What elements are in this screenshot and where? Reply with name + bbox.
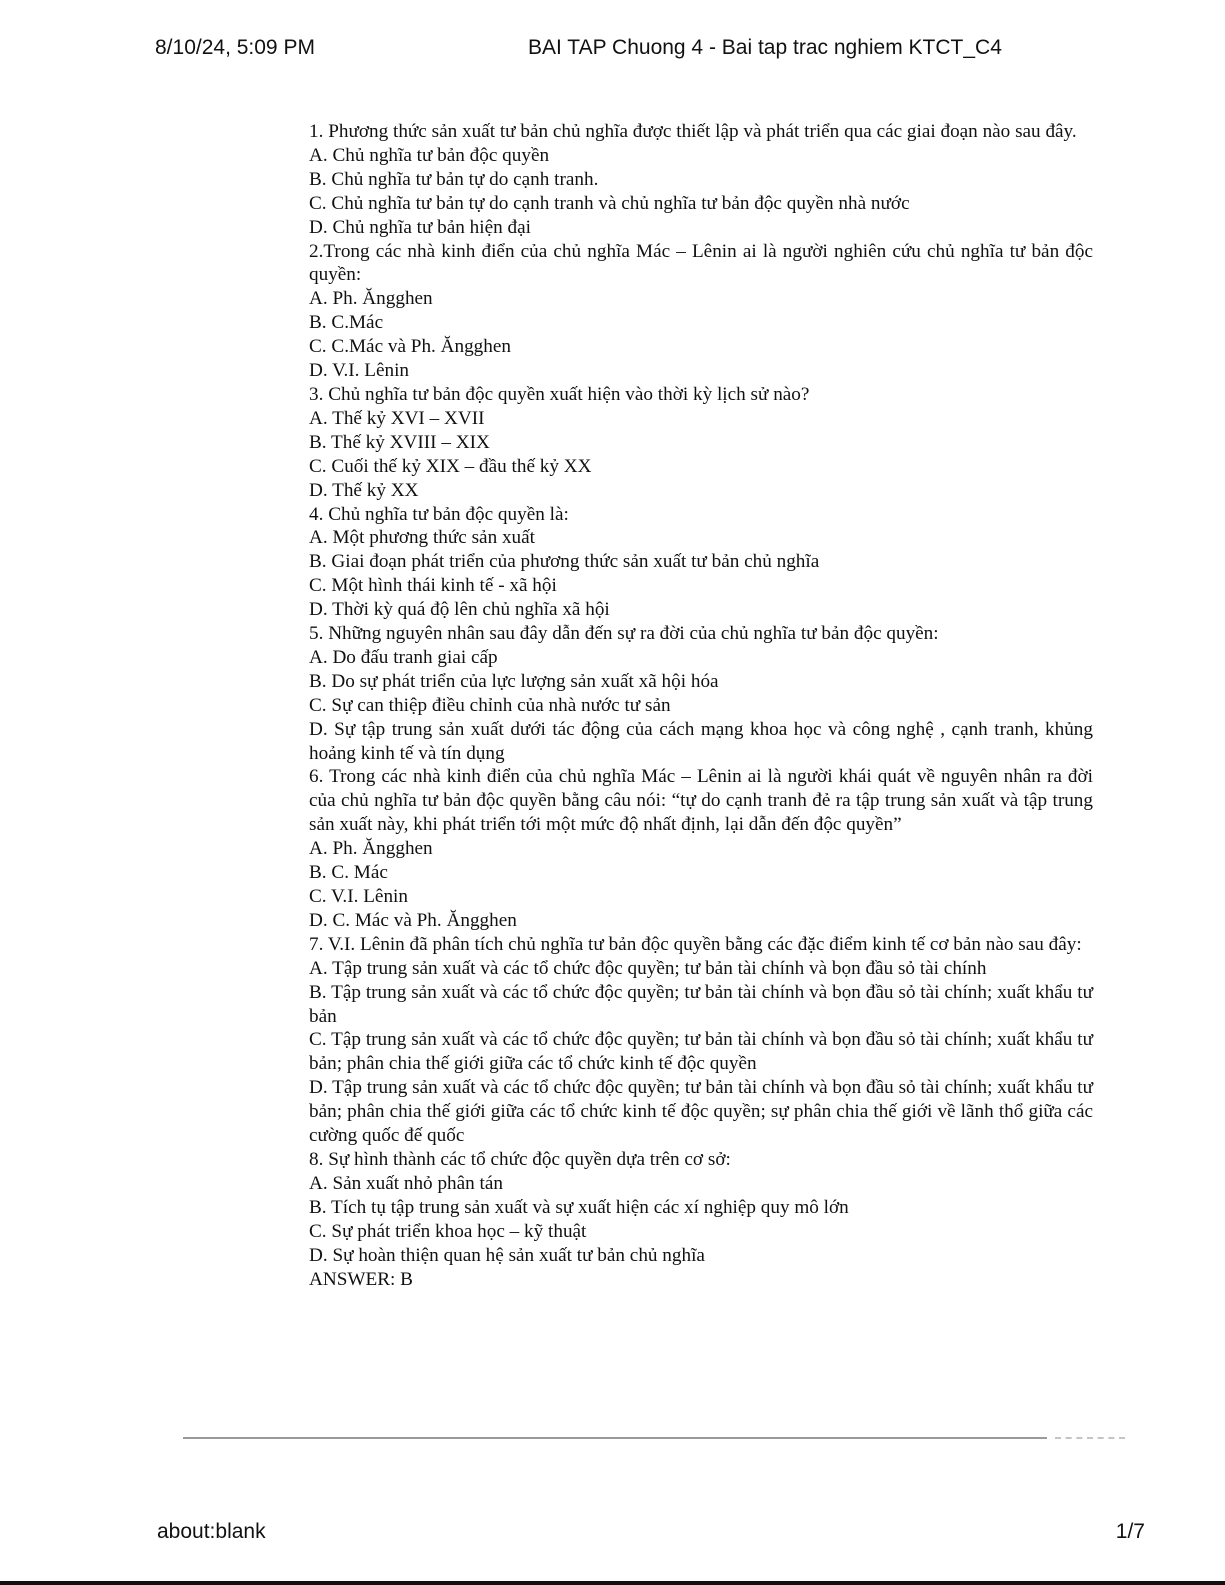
- quiz-content: [309, 120, 1093, 1291]
- print-datetime: 8/10/24, 5:09 PM: [155, 36, 315, 59]
- text-line: C. Sự phát triển khoa học – kỹ thuật: [309, 1220, 587, 1242]
- text-line: D. Thời kỳ quá độ lên chủ nghĩa xã hội: [309, 599, 610, 621]
- text-line: B. Tập trung sản xuất và các tổ chức độc quyền; tư bản tài chính và bọn đầu sỏ tài chính; xuất khẩu tư bản: [309, 981, 1093, 1027]
- text-line: D. V.I. Lênin: [309, 360, 410, 382]
- text-line: 7. V.I. Lênin đã phân tích chủ nghĩa tư bản độc quyền bằng các đặc điểm kinh tế cơ bản nào sau đây:: [309, 933, 1082, 955]
- text-line: 4. Chủ nghĩa tư bản độc quyền là:: [309, 503, 569, 525]
- text-line: ANSWER: B: [309, 1268, 413, 1290]
- text-line: A. Thế kỷ XVI – XVII: [309, 407, 485, 429]
- text-line: C. Tập trung sản xuất và các tổ chức độc quyền; tư bản tài chính và bọn đầu sỏ tài chính; xuất khẩu tư bản; phân chia thế giới giữa các tổ chức kinh tế độc quyền: [309, 1029, 1093, 1075]
- text-line: D. Tập trung sản xuất và các tổ chức độc quyền; tư bản tài chính và bọn đầu sỏ tài chính; xuất khẩu tư bản; phân chia thế giới giữa các tổ chức kinh tế độc quyền; sự phân chia thế giới về lãnh thổ giữa các cường quốc đế quốc: [309, 1077, 1093, 1147]
- text-line: A. Ph. Ăngghen: [309, 838, 433, 860]
- text-line: B. Giai đoạn phát triển của phương thức sản xuất tư bản chủ nghĩa: [309, 551, 820, 573]
- print-header: [0, 36, 1225, 66]
- text-line: B. Thế kỷ XVIII – XIX: [309, 431, 490, 453]
- text-line: A. Chủ nghĩa tư bản độc quyền: [309, 144, 550, 166]
- page-bottom-edge: [0, 1581, 1225, 1585]
- text-line: 8. Sự hình thành các tổ chức độc quyền dựa trên cơ sở:: [309, 1148, 731, 1170]
- text-line: B. Chủ nghĩa tư bản tự do cạnh tranh.: [309, 168, 599, 190]
- page-number: 1/7: [1115, 1520, 1145, 1543]
- text-line: C. Chủ nghĩa tư bản tự do cạnh tranh và chủ nghĩa tư bản độc quyền nhà nước: [309, 192, 910, 214]
- text-line: B. Do sự phát triển của lực lượng sản xuất xã hội hóa: [309, 670, 719, 692]
- text-line: C. C.Mác và Ph. Ăngghen: [309, 336, 511, 358]
- text-line: 3. Chủ nghĩa tư bản độc quyền xuất hiện vào thời kỳ lịch sử nào?: [309, 383, 810, 405]
- text-line: B. Tích tụ tập trung sản xuất và sự xuất hiện các xí nghiệp quy mô lớn: [309, 1196, 849, 1218]
- text-line: 5. Những nguyên nhân sau đây dẫn đến sự ra đời của chủ nghĩa tư bản độc quyền:: [309, 623, 939, 645]
- text-line: B. C.Mác: [309, 312, 384, 334]
- document-title: BAI TAP Chuong 4 - Bai tap trac nghiem KTCT_C4: [528, 36, 1002, 59]
- text-line: D. Sự tập trung sản xuất dưới tác động của cách mạng khoa học và công nghệ , cạnh tranh, khủng hoảng kinh tế và tín dụng: [309, 718, 1093, 764]
- separator-line-faded: [1055, 1437, 1125, 1439]
- text-line: C. Cuối thế kỷ XIX – đầu thế kỷ XX: [309, 455, 592, 477]
- text-line: A. Tập trung sản xuất và các tổ chức độc quyền; tư bản tài chính và bọn đầu sỏ tài chính: [309, 957, 987, 979]
- text-line: D. C. Mác và Ph. Ăngghen: [309, 909, 517, 931]
- text-line: A. Sản xuất nhỏ phân tán: [309, 1172, 503, 1194]
- page-url: about:blank: [157, 1520, 266, 1543]
- text-line: 1. Phương thức sản xuất tư bản chủ nghĩa được thiết lập và phát triển qua các giai đoạn nào sau đây.: [309, 121, 1077, 142]
- separator-line: [183, 1437, 1047, 1439]
- text-line: C. V.I. Lênin: [309, 886, 408, 907]
- text-line: A. Do đấu tranh giai cấp: [309, 646, 498, 668]
- text-line: D. Chủ nghĩa tư bản hiện đại: [309, 216, 531, 238]
- text-line: C. Một hình thái kinh tế - xã hội: [309, 575, 557, 597]
- text-line: B. C. Mác: [309, 862, 388, 884]
- text-line: A. Ph. Ăngghen: [309, 288, 433, 310]
- text-line: D. Sự hoàn thiện quan hệ sản xuất tư bản chủ nghĩa: [309, 1244, 705, 1266]
- text-line: 2.Trong các nhà kinh điển của chủ nghĩa Mác – Lênin ai là người nghiên cứu chủ nghĩa tư bản độc quyền:: [309, 240, 1093, 286]
- text-line: 6. Trong các nhà kinh điển của chủ nghĩa Mác – Lênin ai là người khái quát về nguyên nhân ra đời của chủ nghĩa tư bản độc quyền bằng câu nói: “tự do cạnh tranh đẻ ra tập trung sản xuất và tập trung sản xuất này, khi phát triển tới một mức độ nhất định, lại dẫn đến độc quyền”: [309, 766, 1093, 836]
- print-footer: [0, 1520, 1225, 1548]
- text-line: C. Sự can thiệp điều chỉnh của nhà nước tư sản: [309, 694, 671, 716]
- text-line: D. Thế kỷ XX: [309, 479, 419, 501]
- text-line: A. Một phương thức sản xuất: [309, 527, 535, 549]
